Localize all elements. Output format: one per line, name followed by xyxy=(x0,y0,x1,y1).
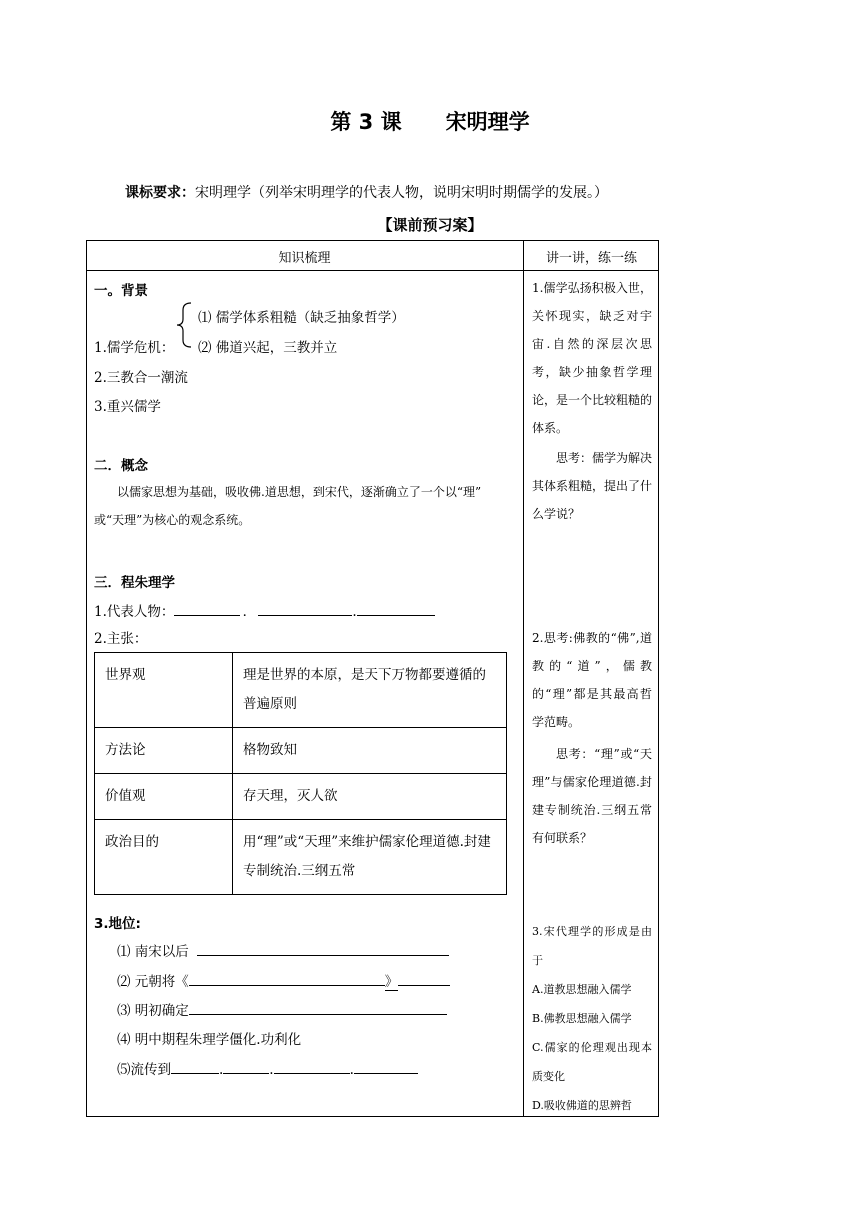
status-item-5 xyxy=(117,1058,418,1078)
header-knowledge: 知识梳理 xyxy=(278,251,331,266)
status-item-2 xyxy=(117,970,450,990)
background-heading: 一。背景 xyxy=(94,283,148,299)
representatives-separator-2: . xyxy=(352,604,357,620)
claim-value: 理是世界的本原，是天下万物都要遵循的普遍原则 xyxy=(233,653,507,728)
status-blank-3[interactable] xyxy=(189,1000,447,1015)
status-blank-1[interactable] xyxy=(197,941,449,956)
background-item-3: 3.重兴儒学 xyxy=(94,399,161,415)
representatives-row xyxy=(94,600,435,620)
crisis-label: 1.儒学危机： xyxy=(94,340,175,356)
table-row xyxy=(95,774,507,820)
claim-key: 政治目的 xyxy=(95,820,233,895)
concept-heading: 二．概念 xyxy=(94,458,148,474)
requirement-text: 宋明理学（列举宋明理学的代表人物，说明宋明时期儒学的发展。） xyxy=(195,185,608,201)
crisis-item-2: ⑵ 佛道兴起，三教并立 xyxy=(198,340,338,356)
status-item-1-label: ⑴ 南宋以后 xyxy=(117,944,189,960)
region-blank-2[interactable] xyxy=(223,1059,269,1074)
claim-value: 存天理，灭人欲 xyxy=(233,774,507,820)
side-note-1 xyxy=(532,274,652,528)
representatives-label: 1.代表人物： xyxy=(94,604,175,620)
status-item-1 xyxy=(117,940,449,960)
side-think-2: 思考：“理”或“天理”与儒家伦理道德.封建专制统治.三纲五常有何联系？ xyxy=(532,747,652,845)
page-title xyxy=(0,106,860,136)
table-row xyxy=(95,820,507,895)
status-item-5-label: ⑸流传到 xyxy=(117,1062,171,1078)
status-item-3-label: ⑶ 明初确定 xyxy=(117,1003,189,1019)
region-separator: . xyxy=(219,1062,224,1078)
side-note-1-text: 1.儒学弘扬积极入世，关怀现实，缺乏对宇宙.自然的深层次思考，缺少抽象哲学理论，是一个比较粗糙的体系。 xyxy=(532,281,653,435)
claim-value: 格物致知 xyxy=(233,728,507,774)
status-item-4: ⑷ 明中期程朱理学僵化.功利化 xyxy=(117,1032,302,1048)
question-3-text: 3.宋代理学的形成是由于 xyxy=(532,925,652,967)
claim-value: 用“理”或“天理”来维护儒家伦理道德.封建专制统治.三纲五常 xyxy=(233,820,507,895)
region-separator: . xyxy=(269,1062,274,1078)
header-divider xyxy=(86,270,659,271)
status-item-2-prefix: ⑵ 元朝将《 xyxy=(117,974,189,990)
claim-key: 世界观 xyxy=(95,653,233,728)
claims-label: 2.主张： xyxy=(94,631,148,647)
side-think-1: 思考：儒学为解决其体系粗糙，提出了什么学说？ xyxy=(532,451,653,521)
header-practice: 讲一讲，练一练 xyxy=(545,251,637,266)
option-a: A.道教思想融入儒学 xyxy=(532,983,632,996)
lesson-number: 第 3 课 xyxy=(330,110,402,134)
lesson-name: 宋明理学 xyxy=(445,110,530,134)
brace-icon xyxy=(176,302,192,348)
status-item-2-suffix: 》 xyxy=(384,974,399,990)
crisis-item-1: ⑴ 儒学体系粗糙（缺乏抽象哲学） xyxy=(198,310,405,326)
column-divider xyxy=(523,240,524,1117)
status-item-3 xyxy=(117,999,447,1019)
option-b: B.佛教思想融入儒学 xyxy=(532,1012,632,1025)
claim-key: 方法论 xyxy=(95,728,233,774)
region-blank-4[interactable] xyxy=(354,1059,418,1074)
table-row xyxy=(95,653,507,728)
concept-line-1: 以儒家思想为基础，吸收佛.道思想，到宋代，逐渐确立了一个以“理” xyxy=(117,485,482,499)
option-c: C.儒家的伦理观出现本质变化 xyxy=(532,1041,652,1083)
status-blank-2b[interactable] xyxy=(398,971,450,986)
status-heading: 3.地位: xyxy=(94,916,141,932)
requirement-label: 课标要求： xyxy=(125,185,195,201)
region-blank-3[interactable] xyxy=(274,1059,350,1074)
representative-blank-3[interactable] xyxy=(357,601,435,616)
side-question-3 xyxy=(532,917,652,1120)
status-blank-2[interactable] xyxy=(189,971,385,986)
side-note-2-text: 2.思考:佛教的“佛”,道教的“道”，儒教的“理”都是其最高哲学范畴。 xyxy=(532,631,652,729)
table-row xyxy=(95,728,507,774)
background-item-2: 2.三教合一潮流 xyxy=(94,370,188,386)
course-requirement xyxy=(125,182,608,202)
option-d: D.吸收佛道的思辨哲 xyxy=(532,1099,632,1112)
representative-blank-1[interactable] xyxy=(174,601,240,616)
concept-line-2: 或“天理”为核心的观念系统。 xyxy=(94,513,251,527)
representatives-separator-1: ． xyxy=(242,604,257,620)
chengzhu-heading: 三．程朱理学 xyxy=(94,575,175,591)
claim-key: 价值观 xyxy=(95,774,233,820)
section-subtitle: 【课前预习案】 xyxy=(377,216,483,234)
claims-table xyxy=(94,652,507,895)
region-separator: . xyxy=(349,1062,354,1078)
representative-blank-2[interactable] xyxy=(258,601,352,616)
region-blank-1[interactable] xyxy=(171,1059,219,1074)
side-note-2 xyxy=(532,624,652,852)
